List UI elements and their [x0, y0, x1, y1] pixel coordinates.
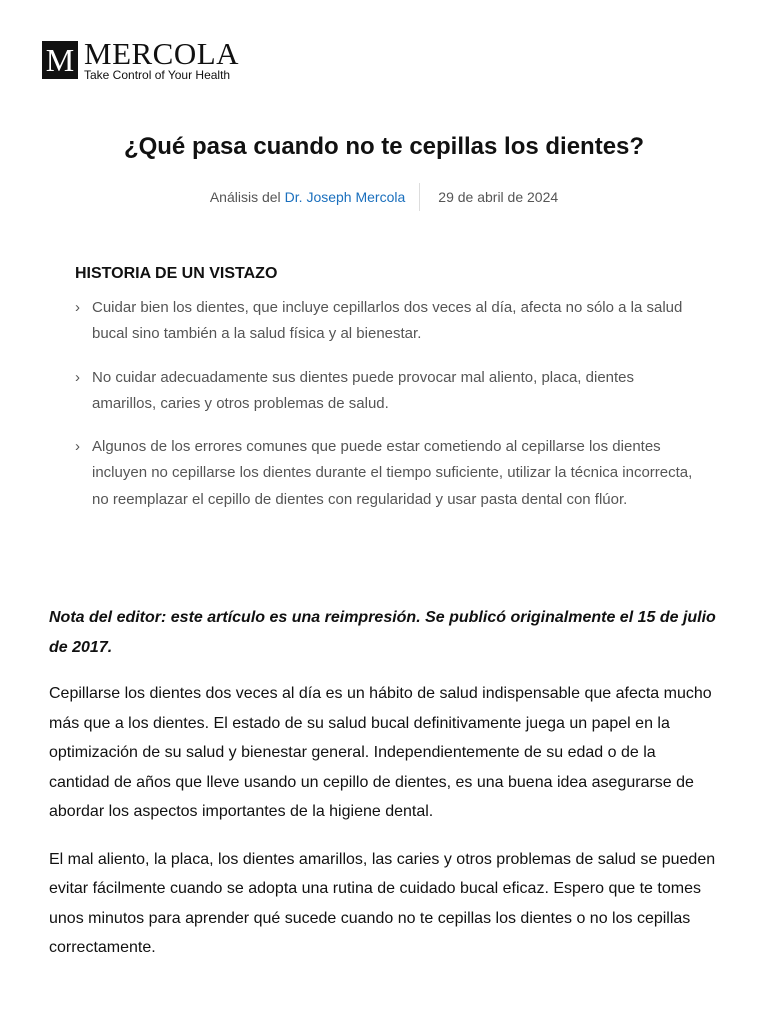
- chevron-right-icon: ›: [75, 438, 80, 456]
- author-link[interactable]: Dr. Joseph Mercola: [284, 189, 406, 205]
- chevron-right-icon: ›: [75, 299, 80, 316]
- body-paragraph: Cepillarse los dientes dos veces al día es un hábito de salud indispensable que afecta mucho más que a los dientes. El estado de su salud bucal definitivamente juega un papel en la optimización de su salud y bienestar general. Independientemente de su edad o de la cantidad de años que lleve usando un cepillo de dientes, es una buena idea asegurarse de abordar los aspectos importantes de la higiene dental.: [49, 685, 712, 820]
- story-at-a-glance: [75, 265, 695, 530]
- glance-item: [75, 434, 695, 513]
- article-byline: [0, 183, 768, 211]
- glance-list: [75, 295, 695, 513]
- glance-item: [75, 365, 695, 418]
- body-paragraph: El mal aliento, la placa, los dientes amarillos, las caries y otros problemas de salud se pueden evitar fácilmente cuando se adopta una rutina de cuidado bucal eficaz. Espero que te tomes unos minutos para aprender qué sucede cuando no te cepillas los dientes o no los cepillas correctamente.: [49, 850, 716, 956]
- glance-item: [75, 295, 695, 348]
- glance-item-text: Cuidar bien los dientes, que incluye cepillarlos dos veces al día, afecta no sólo a la salud bucal sino también a la salud física y al bienestar.: [92, 299, 683, 343]
- mercola-logo[interactable]: [42, 36, 240, 82]
- logo-text: [84, 36, 240, 82]
- byline-divider: [419, 183, 420, 211]
- editor-note: Nota del editor: este artículo es una reimpresión. Se publicó originalmente el 15 de julio de 2017.: [49, 609, 716, 656]
- article-body: [49, 603, 719, 981]
- logo-name: MERCOLA: [84, 36, 240, 71]
- byline-prefix: Análisis del: [209, 189, 281, 205]
- logo-tagline: Take Control of Your Health: [84, 68, 231, 82]
- chevron-right-icon: ›: [75, 368, 80, 386]
- glance-heading: HISTORIA DE UN VISTAZO: [75, 265, 278, 282]
- glance-item-text: No cuidar adecuadamente sus dientes puede provocar mal aliento, placa, dientes amarillos, caries y otros problemas de salud.: [92, 368, 635, 412]
- glance-item-text: Algunos de los errores comunes que puede estar cometiendo al cepillarse los dientes incluyen no cepillarse los dientes durante el tiempo suficiente, utilizar la técnica incorrecta, no reemplazar el cepillo de dientes con regularidad y usar pasta dental con flúor.: [92, 438, 693, 508]
- logo-mark: M: [42, 41, 78, 79]
- article-title: ¿Qué pasa cuando no te cepillas los dientes?: [123, 133, 645, 160]
- publish-date: 29 de abril de 2024: [438, 189, 559, 205]
